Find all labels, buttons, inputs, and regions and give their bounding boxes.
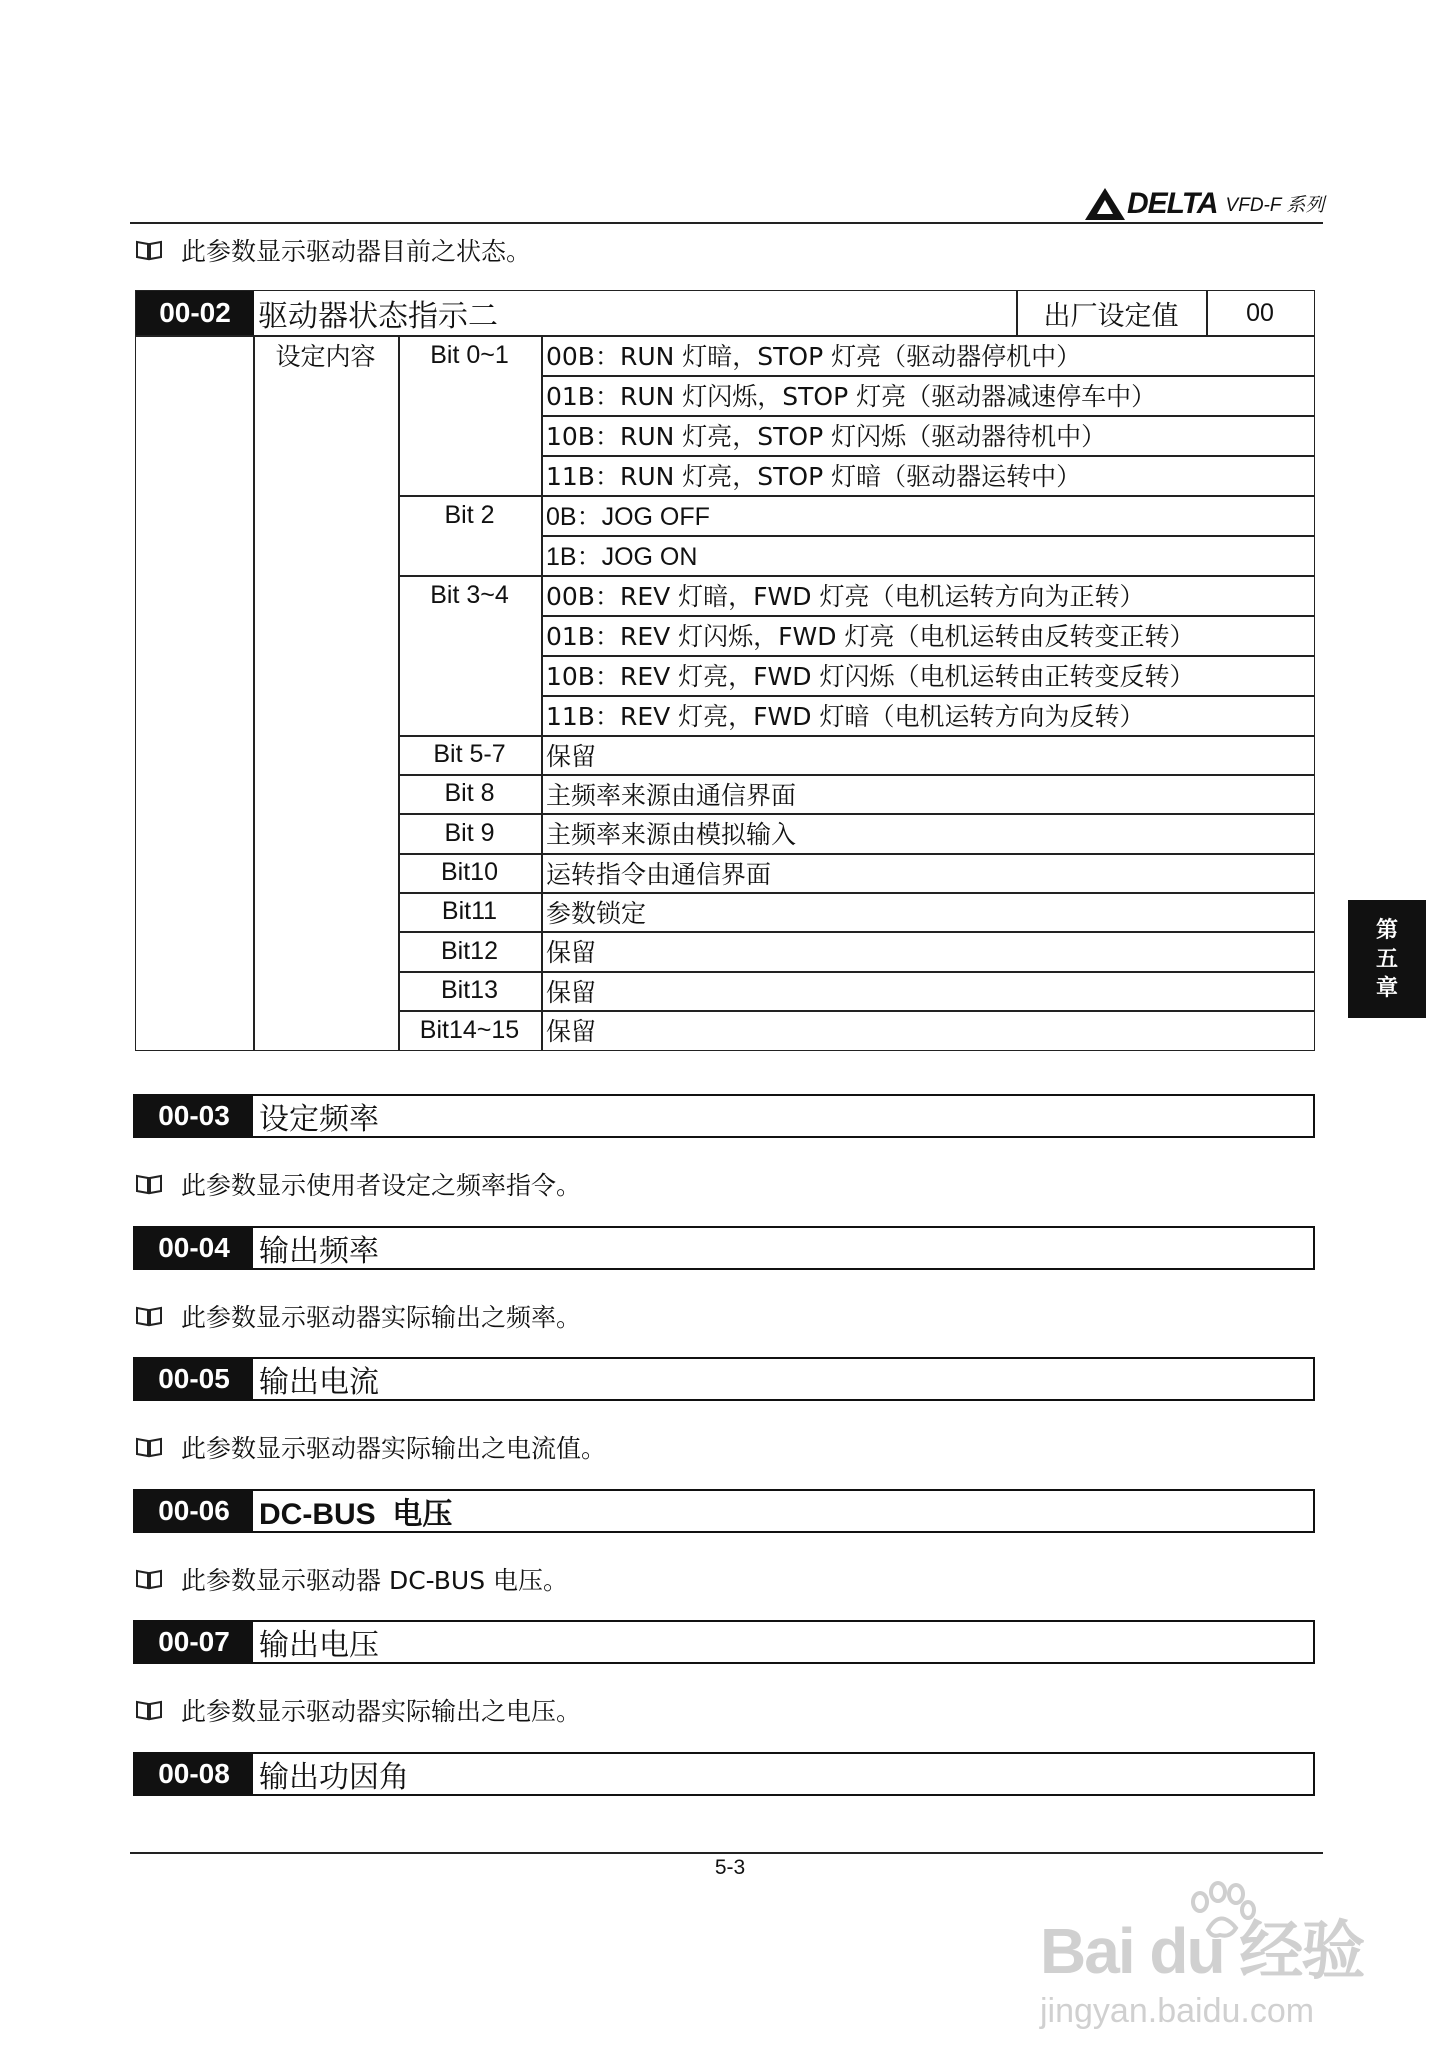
bit-label: Bit 2 (444, 500, 495, 529)
bit-description: 11B：REV 灯亮，FWD 灯暗（电机运转方向为反转） (546, 702, 1145, 731)
header-divider (130, 222, 1323, 224)
bit-description: 主频率来源由通信界面 (546, 780, 797, 810)
book-icon (135, 239, 163, 261)
brand-name: DELTA (1127, 187, 1218, 220)
bit-description: 运转指令由通信界面 (546, 859, 772, 889)
param-code: 00-06 (135, 1491, 253, 1531)
bit-description: 参数锁定 (546, 898, 647, 928)
intro-note (135, 232, 531, 268)
bit-label: Bit13 (441, 976, 498, 1004)
watermark-url: jingyan.baidu.com (1040, 1992, 1315, 2030)
delta-logo (1085, 180, 1324, 220)
bit-label: Bit 9 (444, 818, 495, 847)
footer-divider (130, 1852, 1323, 1854)
book-icon (135, 1699, 163, 1721)
note-text: 此参数显示使用者设定之频率指令。 (181, 1171, 582, 1200)
bit-label: Bit10 (441, 858, 498, 886)
bit-description: 保留 (546, 1017, 597, 1046)
page-number: 5-3 (714, 1856, 746, 1879)
param-code: 00-02 (136, 291, 254, 335)
bit-description: 1B：JOG ON (546, 543, 698, 571)
chapter-tab-char: 章 (1375, 975, 1398, 1001)
bit-description: 00B：REV 灯暗，FWD 灯亮（电机运转方向为正转） (546, 582, 1145, 611)
param-name: 输出电流 (259, 1365, 379, 1400)
param-code: 00-04 (135, 1228, 253, 1268)
param-note-00-05 (135, 1429, 606, 1465)
series-label: VFD-F 系列 (1225, 195, 1325, 216)
param-code: 00-08 (135, 1754, 253, 1794)
param-note-00-07 (135, 1692, 581, 1728)
watermark-main-text: Bai du 经验 (1040, 1915, 1364, 1987)
book-icon (135, 1305, 163, 1327)
note-text: 此参数显示驱动器 DC-BUS 电压。 (181, 1566, 569, 1595)
param-code: 00-03 (135, 1096, 253, 1136)
bit-description: 10B：RUN 灯亮，STOP 灯闪烁（驱动器待机中） (546, 422, 1107, 451)
factory-default-value: 00 (1246, 298, 1274, 327)
bit-label: Bit11 (441, 897, 498, 925)
param-header-00-07 (133, 1620, 1315, 1664)
factory-default-label: 出厂设定值 (1043, 300, 1179, 332)
bit-description: 保留 (546, 938, 597, 967)
divider (253, 335, 255, 1050)
param-header-00-08 (133, 1752, 1315, 1796)
param-name: 输出频率 (259, 1234, 379, 1269)
param-name: 输出功因角 (259, 1760, 409, 1795)
note-text: 此参数显示驱动器实际输出之电流值。 (181, 1434, 607, 1463)
bit-description: 0B：JOG OFF (546, 503, 710, 531)
bit-description: 保留 (546, 741, 597, 771)
note-text: 此参数显示驱动器实际输出之电压。 (181, 1697, 582, 1726)
bit-label: Bit14~15 (419, 1015, 520, 1044)
param-name: DC-BUS 电压 (259, 1498, 453, 1531)
bit-description: 保留 (546, 977, 597, 1007)
param-code: 00-07 (135, 1622, 253, 1662)
param-code: 00-05 (135, 1359, 253, 1399)
book-icon (135, 1568, 163, 1590)
param-name: 输出电压 (259, 1628, 379, 1663)
chapter-tab-char: 第 (1375, 917, 1398, 943)
param-00-02-table (135, 290, 1315, 1051)
bit-description: 01B：RUN 灯闪烁，STOP 灯亮（驱动器减速停车中） (546, 382, 1157, 411)
chapter-tab (1348, 900, 1426, 1018)
param-header-00-04 (133, 1226, 1315, 1270)
bit-label: Bit 3~4 (430, 580, 509, 609)
note-text: 此参数显示驱动器实际输出之频率。 (181, 1303, 582, 1332)
intro-note-text: 此参数显示驱动器目前之状态。 (181, 237, 532, 266)
book-icon (135, 1173, 163, 1195)
param-header-00-06 (133, 1489, 1315, 1533)
baidu-watermark (1030, 1880, 1430, 2050)
bit-description: 11B：RUN 灯亮，STOP 灯暗（驱动器运转中） (546, 462, 1082, 491)
param-note-00-04 (135, 1298, 581, 1334)
bit-label: Bit 8 (444, 779, 495, 807)
param-note-00-03 (135, 1166, 581, 1202)
delta-triangle-icon (1085, 188, 1125, 220)
bit-description: 00B：RUN 灯暗，STOP 灯亮（驱动器停机中） (546, 342, 1082, 371)
bit-description: 10B：REV 灯亮，FWD 灯闪烁（电机运转由正转变反转） (546, 662, 1195, 691)
setting-content-label: 设定内容 (275, 342, 376, 371)
param-name: 设定频率 (259, 1102, 379, 1137)
chapter-tab-char: 五 (1375, 946, 1398, 972)
param-name: 驱动器状态指示二 (258, 299, 498, 334)
param-note-00-06 (135, 1561, 568, 1597)
bit-label: Bit12 (441, 936, 498, 965)
bit-label: Bit 5-7 (433, 740, 506, 768)
param-header-00-05 (133, 1357, 1315, 1401)
book-icon (135, 1436, 163, 1458)
bit-label: Bit 0~1 (430, 340, 509, 369)
bit-description: 01B：REV 灯闪烁，FWD 灯亮（电机运转由反转变正转） (546, 622, 1195, 651)
bit-description: 主频率来源由模拟输入 (546, 820, 797, 849)
divider (541, 335, 543, 1050)
param-header-00-03 (133, 1094, 1315, 1138)
